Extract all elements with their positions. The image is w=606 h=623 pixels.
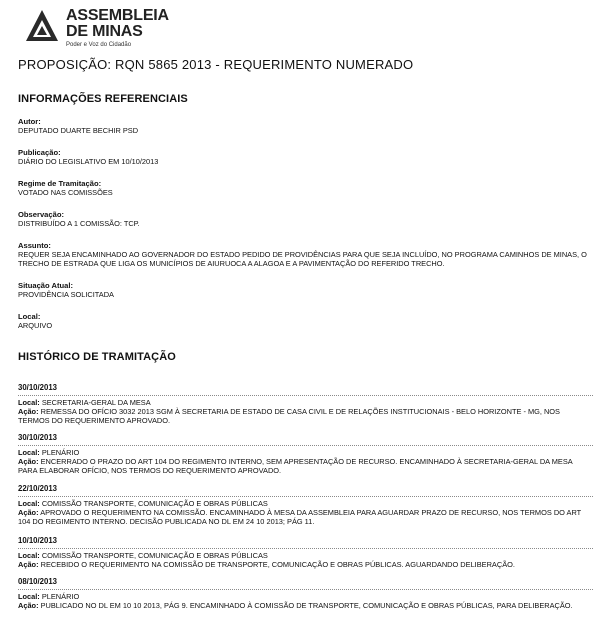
header xyxy=(24,8,169,48)
action-label: Ação: xyxy=(18,601,39,610)
history-local xyxy=(18,398,593,407)
field-label: Regime de Tramitação: xyxy=(18,179,102,188)
history-date: 30/10/2013 xyxy=(18,383,58,392)
divider xyxy=(18,589,593,590)
field-value: VOTADO NAS COMISSÕES xyxy=(18,188,113,197)
history-entry xyxy=(18,383,593,425)
logo-line1: ASSEMBLEIA xyxy=(66,7,169,24)
field-value: DISTRIBUÍDO A 1 COMISSÃO: TCP. xyxy=(18,219,140,228)
field-value: DIÁRIO DO LEGISLATIVO EM 10/10/2013 xyxy=(18,157,159,166)
divider xyxy=(18,445,593,446)
history-local xyxy=(18,448,593,457)
field-publication xyxy=(18,148,593,166)
local-label: Local: xyxy=(18,398,40,407)
divider xyxy=(18,496,593,497)
history-entry xyxy=(18,536,593,569)
local-label: Local: xyxy=(18,551,40,560)
logo-text xyxy=(66,8,169,48)
history-section-title: HISTÓRICO DE TRAMITAÇÃO xyxy=(18,351,176,363)
history-entry xyxy=(18,577,593,610)
info-section-title: INFORMAÇÕES REFERENCIAIS xyxy=(18,93,188,105)
action-value: PUBLICADO NO DL EM 10 10 2013, PÁG 9. ENCAMINHADO À COMISSÃO DE TRANSPORTE, COMUNICAÇÃO E OBRAS PÚBLICAS, PARA DELIBERAÇÃO. xyxy=(40,601,573,610)
field-label: Autor: xyxy=(18,117,41,126)
local-label: Local: xyxy=(18,448,40,457)
action-value: RECEBIDO O REQUERIMENTO NA COMISSÃO DE TRANSPORTE, COMUNICAÇÃO E OBRAS PÚBLICAS. AGUARDANDO DELIBERAÇÃO. xyxy=(40,560,515,569)
history-action xyxy=(18,407,593,425)
history-date: 22/10/2013 xyxy=(18,484,58,493)
history-action xyxy=(18,601,593,610)
local-value: PLENÁRIO xyxy=(41,448,80,457)
action-label: Ação: xyxy=(18,407,39,416)
history-entry xyxy=(18,433,593,475)
local-label: Local: xyxy=(18,592,40,601)
local-value: PLENÁRIO xyxy=(41,592,80,601)
divider xyxy=(18,548,593,549)
field-status xyxy=(18,281,593,299)
history-local xyxy=(18,551,593,560)
field-regime xyxy=(18,179,593,197)
history-date: 10/10/2013 xyxy=(18,536,58,545)
local-value: COMISSÃO TRANSPORTE, COMUNICAÇÃO E OBRAS PÚBLICAS xyxy=(41,499,268,508)
action-value: REMESSA DO OFÍCIO 3032 2013 SGM À SECRETARIA DE ESTADO DE CASA CIVIL E DE RELAÇÕES INSTITUCIONAIS - BELO HORIZONTE - MG, NOS TERMOS DO REQUERIMENTO APROVADO. xyxy=(18,407,560,425)
field-label: Assunto: xyxy=(18,241,51,250)
field-observation xyxy=(18,210,593,228)
history-date: 08/10/2013 xyxy=(18,577,58,586)
local-value: COMISSÃO TRANSPORTE, COMUNICAÇÃO E OBRAS PÚBLICAS xyxy=(41,551,268,560)
field-label: Observação: xyxy=(18,210,65,219)
divider xyxy=(18,395,593,396)
action-label: Ação: xyxy=(18,508,39,517)
history-action xyxy=(18,508,593,526)
field-label: Situação Atual: xyxy=(18,281,73,290)
history-action xyxy=(18,560,593,569)
logo-line2: DE MINAS xyxy=(66,23,143,40)
history-local xyxy=(18,592,593,601)
field-value: DEPUTADO DUARTE BECHIR PSD xyxy=(18,126,139,135)
field-value: REQUER SEJA ENCAMINHADO AO GOVERNADOR DO ESTADO PEDIDO DE PROVIDÊNCIAS PARA QUE SEJA INCLUÍDO, NO PROGRAMA CAMINHOS DE MINAS, O TRECHO DE ESTRADA QUE LIGA OS MUNICÍPIOS DE AIURUOCA A ALAGOA E A PAVIMENTAÇÃO DO REFERIDO TRECHO. xyxy=(18,250,587,268)
action-label: Ação: xyxy=(18,457,39,466)
history-local xyxy=(18,499,593,508)
field-location xyxy=(18,312,593,330)
field-label: Local: xyxy=(18,312,41,321)
history-action xyxy=(18,457,593,475)
field-subject xyxy=(18,241,593,268)
history-entry xyxy=(18,484,593,526)
logo-tagline: Poder e Voz do Cidadão xyxy=(66,42,132,48)
page-title: PROPOSIÇÃO: RQN 5865 2013 - REQUERIMENTO NUMERADO xyxy=(18,57,414,72)
field-label: Publicação: xyxy=(18,148,61,157)
field-value: ARQUIVO xyxy=(18,321,53,330)
assembleia-logo-icon xyxy=(24,8,60,44)
history-date: 30/10/2013 xyxy=(18,433,58,442)
action-value: APROVADO O REQUERIMENTO NA COMISSÃO. ENCAMINHADO À MESA DA ASSEMBLEIA PARA AGUARDAR PRAZO DE RECURSO, NOS TERMOS DO ART 104 DO REGIMENTO INTERNO. DECISÃO PUBLICADA NO DL EM 24 10 2013; PÁG 11. xyxy=(18,508,582,526)
field-author xyxy=(18,117,593,135)
field-value: PROVIDÊNCIA SOLICITADA xyxy=(18,290,114,299)
local-label: Local: xyxy=(18,499,40,508)
action-value: ENCERRADO O PRAZO DO ART 104 DO REGIMENTO INTERNO, SEM APRESENTAÇÃO DE RECURSO. ENCAMINHADO À SECRETARIA-GERAL DA MESA PARA ELABORAR OFÍCIO, NOS TERMOS DO REQUERIMENTO APROVADO. xyxy=(18,457,573,475)
action-label: Ação: xyxy=(18,560,39,569)
local-value: SECRETARIA-GERAL DA MESA xyxy=(41,398,151,407)
